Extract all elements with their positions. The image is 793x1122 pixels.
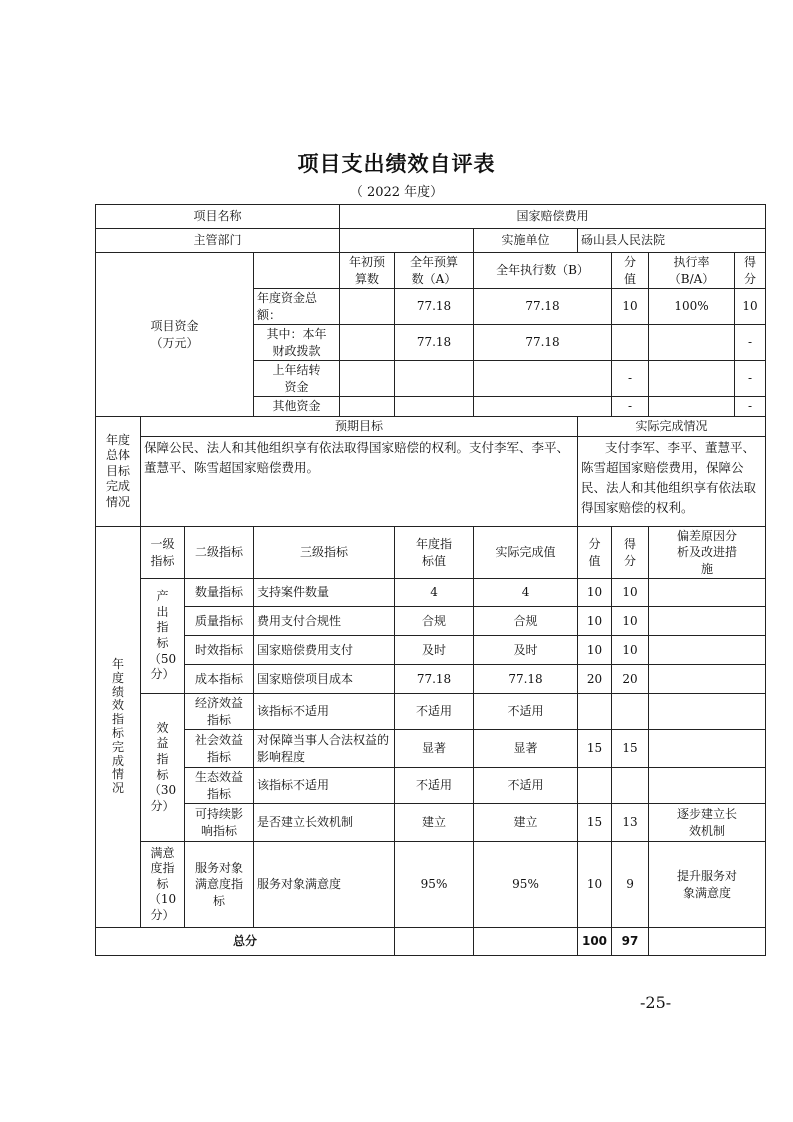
score-got-cell: 20 (612, 665, 649, 694)
target-cell: 建立 (395, 804, 474, 842)
page-subtitle: （ 2022 年度） (349, 185, 444, 200)
level2-cell: 生态效益 指标 (185, 768, 254, 804)
score-got-cell (612, 694, 649, 730)
indicators-section-label (96, 527, 141, 928)
actual-cell: 建立 (474, 804, 578, 842)
implementing-unit-label: 实施单位 (474, 229, 578, 253)
funds-header-rate: 执行率 （B/A） (649, 253, 735, 289)
funds-row-score-full: - (612, 397, 649, 417)
department-label: 主管部门 (96, 229, 340, 253)
funds-row-score-got: 10 (735, 289, 766, 325)
funds-row-label: 其中：本年 财政拨款 (254, 325, 340, 361)
funds-header-row (96, 253, 766, 289)
target-cell: 95% (395, 842, 474, 928)
level2-cell: 经济效益 指标 (185, 694, 254, 730)
target-cell: 4 (395, 579, 474, 607)
actual-cell: 不适用 (474, 768, 578, 804)
page-number: -25- (640, 993, 672, 1012)
indicator-row (96, 730, 766, 768)
score-full-cell: 10 (578, 579, 612, 607)
score-got-cell: 10 (612, 579, 649, 607)
score-full-cell: 15 (578, 804, 612, 842)
goals-expected-header: 预期目标 (141, 417, 578, 437)
level2-cell: 服务对象 满意度指 标 (185, 842, 254, 928)
score-got-cell: 10 (612, 636, 649, 665)
department-value (340, 229, 474, 253)
funds-row-score-full (612, 325, 649, 361)
level3-cell: 费用支付合规性 (254, 607, 395, 636)
funds-row-full: 77.18 (395, 325, 474, 361)
funds-row-label: 年度资金总 额： (254, 289, 340, 325)
deviation-cell (649, 694, 766, 730)
indicator-row (96, 842, 766, 928)
funds-row-score-full: - (612, 361, 649, 397)
header-level1: 一级 指标 (141, 527, 185, 579)
level3-cell: 支持案件数量 (254, 579, 395, 607)
score-got-cell: 10 (612, 607, 649, 636)
header-target: 年度指 标值 (395, 527, 474, 579)
indicators-section-label-text: 年度绩效指标完成情况 (111, 657, 124, 796)
funds-label: 项目资金 （万元） (96, 253, 254, 417)
score-got-cell: 9 (612, 842, 649, 928)
target-cell: 及时 (395, 636, 474, 665)
header-deviation: 偏差原因分 析及改进措 施 (649, 527, 766, 579)
funds-row-label: 其他资金 (254, 397, 340, 417)
deviation-cell (649, 636, 766, 665)
score-full-cell: 10 (578, 636, 612, 665)
funds-row-exec (474, 397, 612, 417)
goals-actual-header: 实际完成情况 (578, 417, 766, 437)
project-name-label: 项目名称 (96, 205, 340, 229)
actual-cell: 不适用 (474, 694, 578, 730)
funds-header-blank (254, 253, 340, 289)
actual-cell: 77.18 (474, 665, 578, 694)
goals-expected-text: 保障公民、法人和其他组织享有依法取得国家赔偿的权利。支付李军、李平、董慧平、陈雪超国家赔偿费用。 (141, 437, 578, 527)
total-score-full: 100 (578, 928, 612, 956)
funds-row-initial (340, 361, 395, 397)
indicator-row (96, 804, 766, 842)
indicator-row (96, 768, 766, 804)
level3-cell: 对保障当事人合法权益的影响程度 (254, 730, 395, 768)
actual-cell: 合规 (474, 607, 578, 636)
goals-header-row (96, 417, 766, 437)
score-full-cell (578, 694, 612, 730)
level2-cell: 成本指标 (185, 665, 254, 694)
funds-row-full (395, 361, 474, 397)
deviation-cell: 提升服务对 象满意度 (649, 842, 766, 928)
funds-row-exec (474, 361, 612, 397)
funds-header-exec: 全年执行数（B） (474, 253, 612, 289)
level3-cell: 是否建立长效机制 (254, 804, 395, 842)
funds-row-exec: 77.18 (474, 325, 612, 361)
deviation-cell (649, 579, 766, 607)
deviation-cell (649, 665, 766, 694)
goals-actual-text: 支付李军、李平、董慧平、陈雪超国家赔偿费用，保障公民、法人和其他组织享有依法取得国家赔偿的权利。 (578, 437, 766, 527)
indicator-row (96, 607, 766, 636)
score-full-cell: 15 (578, 730, 612, 768)
goals-label: 年度 总体 目标 完成 情况 (96, 417, 141, 527)
funds-row-label: 上年结转 资金 (254, 361, 340, 397)
funds-header-score-got: 得 分 (735, 253, 766, 289)
score-got-cell: 13 (612, 804, 649, 842)
funds-row-rate (649, 397, 735, 417)
funds-row-initial (340, 289, 395, 325)
implementing-unit-value: 砀山县人民法院 (578, 229, 766, 253)
deviation-cell (649, 768, 766, 804)
score-full-cell: 10 (578, 607, 612, 636)
indicator-row (96, 579, 766, 607)
total-score-got: 97 (612, 928, 649, 956)
actual-cell: 4 (474, 579, 578, 607)
funds-row-initial (340, 325, 395, 361)
header-level2: 二级指标 (185, 527, 254, 579)
department-row (96, 229, 766, 253)
level2-cell: 时效指标 (185, 636, 254, 665)
funds-row-rate: 100% (649, 289, 735, 325)
deviation-cell (649, 730, 766, 768)
target-cell: 合规 (395, 607, 474, 636)
level1-satisfaction: 满意 度指 标 （10 分） (141, 842, 185, 928)
score-full-cell (578, 768, 612, 804)
level3-cell: 该指标不适用 (254, 694, 395, 730)
score-full-cell: 20 (578, 665, 612, 694)
indicators-header-row (96, 527, 766, 579)
actual-cell: 显著 (474, 730, 578, 768)
evaluation-table (95, 204, 766, 956)
goals-content-row (96, 437, 766, 527)
deviation-cell: 逐步建立长 效机制 (649, 804, 766, 842)
funds-header-score-full: 分 值 (612, 253, 649, 289)
level1-output: 产 出 指 标 （50 分） (141, 579, 185, 694)
level3-cell: 服务对象满意度 (254, 842, 395, 928)
total-blank-target (395, 928, 474, 956)
level1-benefit: 效 益 指 标 （30 分） (141, 694, 185, 842)
page-title: 项目支出绩效自评表 (297, 152, 496, 176)
indicator-row (96, 665, 766, 694)
total-blank-actual (474, 928, 578, 956)
funds-row-full: 77.18 (395, 289, 474, 325)
target-cell: 77.18 (395, 665, 474, 694)
target-cell: 显著 (395, 730, 474, 768)
funds-row-full (395, 397, 474, 417)
funds-row-initial (340, 397, 395, 417)
funds-row-score-got: - (735, 361, 766, 397)
funds-header-full: 全年预算 数（A） (395, 253, 474, 289)
header-score-got: 得 分 (612, 527, 649, 579)
target-cell: 不适用 (395, 768, 474, 804)
level2-cell: 可持续影 响指标 (185, 804, 254, 842)
funds-row-rate (649, 325, 735, 361)
indicator-row (96, 636, 766, 665)
level2-cell: 质量指标 (185, 607, 254, 636)
indicator-row (96, 694, 766, 730)
score-full-cell: 10 (578, 842, 612, 928)
total-blank-deviation (649, 928, 766, 956)
total-row (96, 928, 766, 956)
funds-row-exec: 77.18 (474, 289, 612, 325)
header-actual: 实际完成值 (474, 527, 578, 579)
score-got-cell: 15 (612, 730, 649, 768)
level3-cell: 该指标不适用 (254, 768, 395, 804)
level3-cell: 国家赔偿项目成本 (254, 665, 395, 694)
level2-cell: 数量指标 (185, 579, 254, 607)
funds-row-score-got: - (735, 397, 766, 417)
level2-cell: 社会效益 指标 (185, 730, 254, 768)
score-got-cell (612, 768, 649, 804)
header-score-full: 分 值 (578, 527, 612, 579)
deviation-cell (649, 607, 766, 636)
project-name-value: 国家赔偿费用 (340, 205, 766, 229)
actual-cell: 95% (474, 842, 578, 928)
header-level3: 三级指标 (254, 527, 395, 579)
total-label: 总分 (96, 928, 395, 956)
funds-header-initial: 年初预 算数 (340, 253, 395, 289)
project-name-row (96, 205, 766, 229)
funds-row-score-got: - (735, 325, 766, 361)
level3-cell: 国家赔偿费用支付 (254, 636, 395, 665)
actual-cell: 及时 (474, 636, 578, 665)
funds-row-rate (649, 361, 735, 397)
target-cell: 不适用 (395, 694, 474, 730)
funds-row-score-full: 10 (612, 289, 649, 325)
